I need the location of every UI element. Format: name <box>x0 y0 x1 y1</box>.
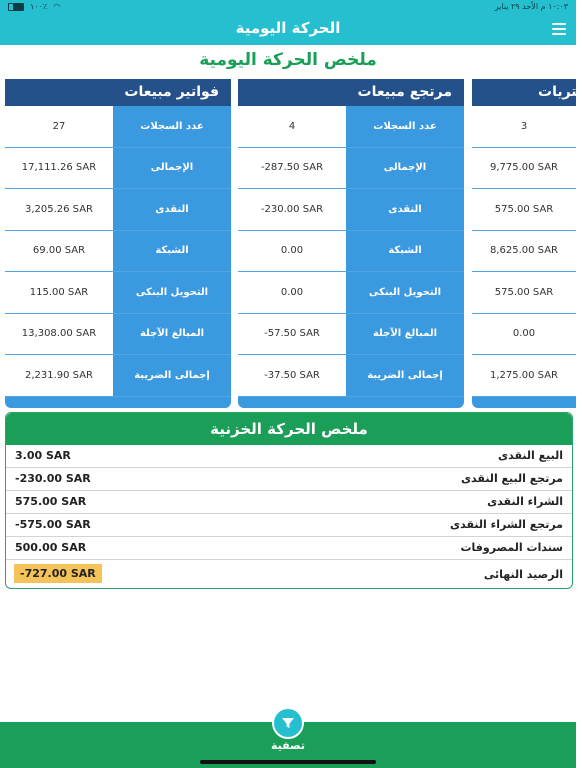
card-row <box>238 272 464 314</box>
card-row <box>472 314 576 356</box>
card-value: -57.50 SAR <box>238 314 346 355</box>
card-row <box>5 314 231 356</box>
card-value: -230.00 SAR <box>238 189 346 230</box>
status-bar <box>0 0 576 14</box>
status-indicators <box>8 2 60 11</box>
card-row <box>238 106 464 148</box>
card-label: عدد السجلات <box>140 120 204 132</box>
card-label: المبالغ الآجلة <box>372 328 438 340</box>
card-value: 575.00 SAR <box>472 272 576 313</box>
filter-label[interactable]: تصفية <box>270 739 306 752</box>
treasury-value: -575.00 SAR <box>15 518 91 531</box>
card-value: 17,111.26 SAR <box>5 148 113 189</box>
status-time-date: ١٠:٠٣ م الأحد ٢٩ يناير <box>494 2 568 11</box>
page-title: الحركة اليومية <box>235 19 341 37</box>
card-row <box>5 231 231 273</box>
card-purchases[interactable] <box>472 79 582 408</box>
card-value: 0.00 <box>238 272 346 313</box>
card-row <box>5 106 231 148</box>
card-label: النقدى <box>388 203 422 215</box>
card-row <box>472 189 576 231</box>
treasury-row <box>6 537 572 560</box>
treasury-label: مرتجع الشراء النقدى <box>450 518 563 531</box>
card-title: فواتير مبيعات <box>5 79 231 106</box>
final-balance-row <box>6 560 572 590</box>
card-label: الإجمالى <box>383 162 427 174</box>
card-value: -37.50 SAR <box>238 355 346 396</box>
card-row <box>5 148 231 190</box>
hamburger-menu-icon[interactable] <box>552 23 566 35</box>
filter-icon <box>281 716 295 730</box>
card-value: 8,625.00 SAR <box>472 231 576 272</box>
card-value: 0.00 <box>238 231 346 272</box>
treasury-label: الشراء النقدى <box>487 495 563 508</box>
treasury-summary <box>5 412 573 589</box>
card-row <box>238 148 464 190</box>
card-value: 13,308.00 SAR <box>5 314 113 355</box>
card-label: الشبكة <box>155 245 189 257</box>
card-row <box>472 106 576 148</box>
card-label: عدد السجلات <box>373 120 437 132</box>
wifi-icon: ◠ <box>53 2 61 11</box>
treasury-title: ملخص الحركة الخزنية <box>6 413 572 445</box>
card-row <box>238 231 464 273</box>
card-value: 115.00 SAR <box>5 272 113 313</box>
home-indicator[interactable] <box>200 760 376 764</box>
card-row <box>472 231 576 273</box>
battery-percent: ١٠٠٪ <box>30 2 48 11</box>
treasury-value: 500.00 SAR <box>15 541 87 554</box>
card-row <box>5 189 231 231</box>
treasury-value: 3.00 SAR <box>15 449 71 462</box>
battery-icon <box>8 3 24 11</box>
card-row <box>238 355 464 397</box>
card-value: 0.00 <box>472 314 576 355</box>
card-value: 9,775.00 SAR <box>472 148 576 189</box>
card-sales-invoices[interactable] <box>5 79 231 408</box>
card-value: 2,231.90 SAR <box>5 355 113 396</box>
card-label: التحويل البنكى <box>368 286 442 298</box>
card-row <box>472 148 576 190</box>
card-title: مرتجع مبيعات <box>238 79 464 106</box>
card-row <box>472 355 576 397</box>
treasury-row <box>6 468 572 491</box>
final-balance-value: -727.00 SAR <box>14 564 102 583</box>
card-sales-returns[interactable] <box>238 79 464 408</box>
card-label: المبالغ الآجلة <box>139 328 205 340</box>
treasury-value: -230.00 SAR <box>15 472 91 485</box>
card-value: 3,205.26 SAR <box>5 189 113 230</box>
treasury-label: سندات المصروفات <box>460 541 563 554</box>
card-label: إجمالى الضريبة <box>134 369 210 381</box>
card-label: الإجمالى <box>150 162 194 174</box>
card-value: 69.00 SAR <box>5 231 113 272</box>
card-label: إجمالى الضريبة <box>367 369 443 381</box>
treasury-value: 575.00 SAR <box>15 495 87 508</box>
treasury-label: مرتجع البيع النقدى <box>460 472 563 485</box>
card-label: النقدى <box>155 203 189 215</box>
card-row <box>5 355 231 397</box>
treasury-row <box>6 491 572 514</box>
card-label: الشبكة <box>388 245 422 257</box>
card-value: 1,275.00 SAR <box>472 355 576 396</box>
treasury-row <box>6 445 572 468</box>
card-title: نتريات <box>472 79 576 106</box>
card-value: -287.50 SAR <box>238 148 346 189</box>
treasury-label: البيع النقدى <box>498 449 563 462</box>
card-value: 575.00 SAR <box>472 189 576 230</box>
card-row <box>238 189 464 231</box>
treasury-row <box>6 514 572 537</box>
daily-summary-title: ملخص الحركة اليومية <box>199 50 377 70</box>
app-header <box>0 14 576 45</box>
filter-button[interactable] <box>272 707 304 739</box>
final-balance-label: الرصيد النهائى <box>483 568 563 581</box>
card-row <box>5 272 231 314</box>
card-value: 27 <box>5 106 113 147</box>
card-label: التحويل البنكى <box>135 286 209 298</box>
card-row <box>238 314 464 356</box>
card-value: 3 <box>472 106 576 147</box>
card-row <box>472 272 576 314</box>
card-value: 4 <box>238 106 346 147</box>
